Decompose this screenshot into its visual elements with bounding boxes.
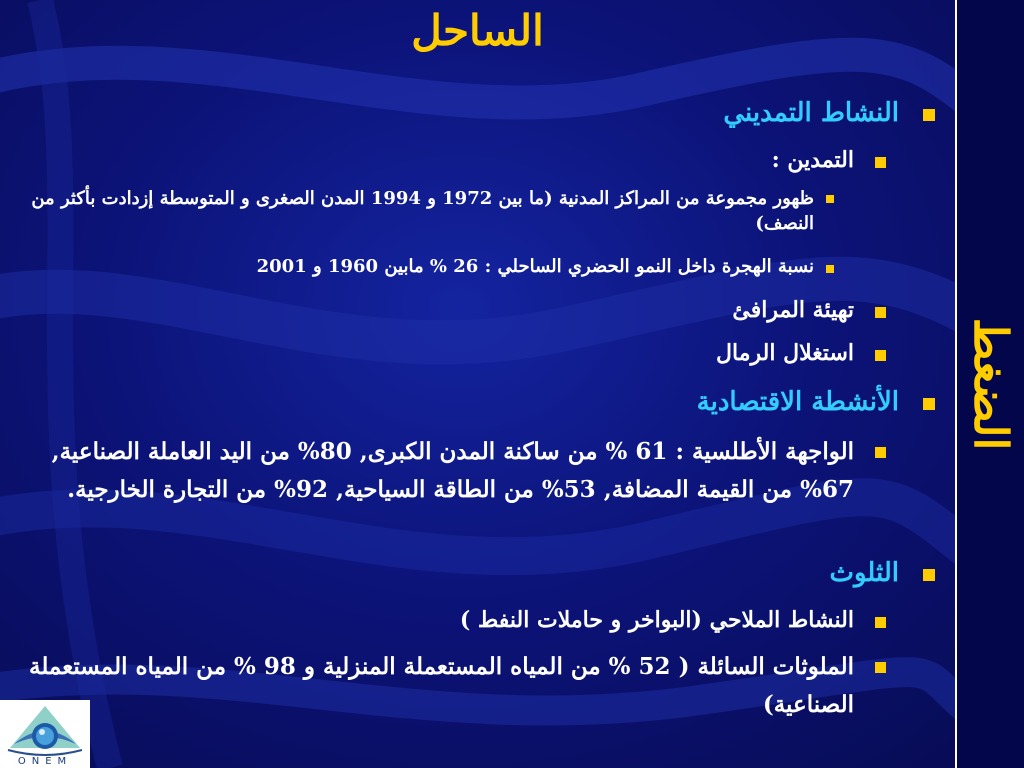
heading-pollution xyxy=(829,558,899,588)
heading-text: الأنشطة الاقتصادية xyxy=(696,387,899,417)
bullet-square-icon xyxy=(923,569,935,581)
bullet-square-icon xyxy=(875,447,886,458)
heading-urban-activity xyxy=(723,98,899,128)
item-port-development xyxy=(732,297,854,323)
onem-logo xyxy=(0,700,90,768)
item-text: تهيئة المرافئ xyxy=(732,297,854,323)
heading-text: الثلوث xyxy=(829,558,899,588)
item-atlantic-facade xyxy=(8,433,854,509)
item-text: الملوثات السائلة ( 52 % من المياه المستعملة المنزلية و 98 % من المياه المستعملة الصناعية) xyxy=(28,653,854,718)
item-text: التمدين : xyxy=(771,147,854,173)
bullet-square-icon xyxy=(875,157,886,168)
logo-emblem-icon xyxy=(0,700,90,760)
heading-economic-activities xyxy=(697,387,899,417)
item-text: استغلال الرمال xyxy=(716,340,854,366)
item-text: النشاط الملاحي (البواخر و حاملات النفط ) xyxy=(459,607,854,633)
bullet-square-icon xyxy=(826,265,834,273)
subitem-text: ظهور مجموعة من المراكز المدنية (ما بين 1972 و 1994 المدن الصغرى و المتوسطة إزدادت بأكثر من النصف) xyxy=(31,188,814,234)
item-urbanization xyxy=(772,147,854,173)
item-sand-exploitation xyxy=(716,340,854,366)
bullet-square-icon xyxy=(875,307,886,318)
subitem-migration-rate xyxy=(257,256,814,277)
bullet-square-icon xyxy=(875,662,886,673)
subitem-urban-centers xyxy=(12,186,814,236)
heading-text: النشاط التمديني xyxy=(723,98,899,128)
item-text: الواجهة الأطلسية : 61 % من ساكنة المدن الكبرى, 80% من اليد العاملة الصناعية, 67% من القيمة المضافة, 53% من الطاقة السياحية, 92% من التجارة الخارجية. xyxy=(51,438,854,503)
bullet-square-icon xyxy=(826,195,834,203)
bullet-square-icon xyxy=(875,350,886,361)
item-liquid-pollutants xyxy=(24,648,854,724)
logo-letters: ONEM xyxy=(17,756,73,767)
bullet-square-icon xyxy=(923,398,935,410)
subitem-text: نسبة الهجرة داخل النمو الحضري الساحلي : 26 % مابين 1960 و 2001 xyxy=(256,256,814,277)
side-title: الضغط xyxy=(963,317,1018,451)
side-panel xyxy=(955,0,1024,768)
slide-title: الساحل xyxy=(411,6,544,55)
item-maritime-activity xyxy=(460,607,854,633)
bullet-square-icon xyxy=(875,617,886,628)
bullet-square-icon xyxy=(923,109,935,121)
